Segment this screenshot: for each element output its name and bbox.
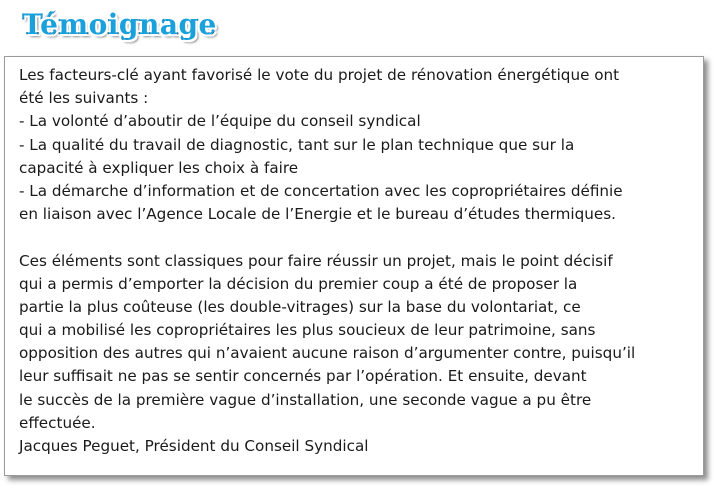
text-line: qui a mobilisé les copropriétaires les plus soucieux de leur patrimoine, sans (19, 321, 596, 340)
blank-line (19, 226, 695, 249)
text-line: partie la plus coûteuse (les double-vitrages) sur la base du volontariat, ce (19, 297, 581, 316)
text-line: été les suivants : (19, 89, 149, 108)
testimonial-box (4, 56, 704, 476)
testimonial-text (19, 64, 695, 458)
text-line: qui a permis d’emporter la décision du premier coup a été de proposer la (19, 274, 578, 293)
text-line: - La volonté d’aboutir de l’équipe du conseil syndical (19, 112, 421, 131)
signature-line: Jacques Peguet, Président du Conseil Syndical (19, 437, 369, 455)
text-line: - La qualité du travail de diagnostic, tant sur le plan technique que sur la (19, 135, 575, 154)
text-line: Les facteurs-clé ayant favorisé le vote du projet de rénovation énergétique ont (19, 66, 620, 84)
text-line: opposition des autres qui n’avaient aucune raison d’argumenter contre, puisqu’il (19, 344, 636, 363)
text-line: leur suffisait ne pas se sentir concernés par l’opération. Et ensuite, devant (19, 367, 587, 386)
text-line: en liaison avec l’Agence Locale de l’Energie et le bureau d’études thermiques. (19, 205, 616, 224)
text-line: le succès de la première vague d’installation, une seconde vague a pu être (19, 390, 592, 409)
text-line: capacité à expliquer les choix à faire (19, 158, 299, 177)
page-title: Témoignage (22, 8, 217, 41)
text-line: Ces éléments sont classiques pour faire réussir un projet, mais le point décisif (19, 251, 613, 270)
text-line: - La démarche d’information et de concertation avec les copropriétaires définie (19, 181, 623, 200)
text-line: effectuée. (19, 413, 96, 432)
